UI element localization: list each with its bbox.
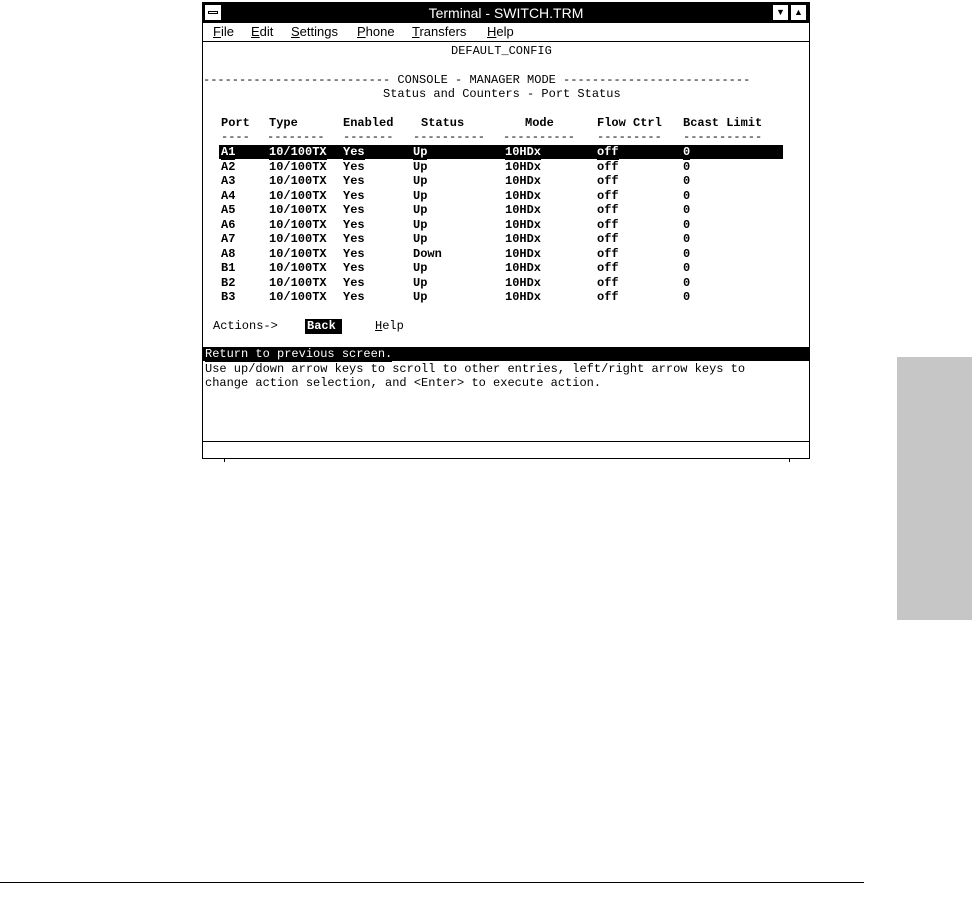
port-cell[interactable]: B3 [221, 290, 236, 304]
column-header: Status [421, 116, 465, 130]
maximize-button[interactable] [790, 4, 807, 21]
port-cell[interactable]: Yes [343, 275, 365, 290]
port-cell[interactable]: 10/100TX [269, 159, 327, 174]
help-action-button[interactable] [375, 319, 404, 334]
port-cell[interactable]: 10/100TX [269, 246, 327, 261]
menu-settings[interactable] [291, 23, 338, 41]
port-cell[interactable]: 10HDx [505, 232, 542, 246]
port-cell[interactable]: 10HDx [505, 290, 542, 304]
port-cell[interactable]: Yes [343, 145, 365, 159]
port-cell[interactable]: 10/100TX [269, 203, 327, 217]
port-cell[interactable]: 10/100TX [269, 188, 327, 203]
port-cell[interactable]: Up [413, 145, 428, 159]
port-cell[interactable]: A2 [221, 159, 236, 174]
menu-transfers-rest: ransfers [419, 24, 467, 39]
column-underline: ---------- [503, 130, 576, 144]
terminal-window [202, 2, 810, 459]
port-cell[interactable]: A7 [221, 232, 236, 246]
port-cell[interactable]: Up [413, 290, 428, 304]
page-bottom-rule [0, 882, 864, 883]
help-action-rest: elp [382, 319, 404, 333]
port-cell[interactable]: off [597, 159, 619, 174]
menu-transfers[interactable] [412, 23, 466, 41]
status-message: Return to previous screen. [205, 347, 393, 361]
port-cell[interactable]: A3 [221, 174, 236, 188]
menu-phone-mnemonic: P [357, 24, 366, 39]
menu-edit[interactable] [251, 23, 273, 41]
port-cell[interactable]: 0 [683, 174, 691, 188]
port-cell[interactable]: 10HDx [505, 188, 542, 203]
column-header: Mode [525, 116, 554, 130]
port-cell[interactable]: off [597, 217, 619, 232]
port-cell[interactable]: off [597, 246, 619, 261]
menu-file[interactable] [213, 23, 234, 41]
port-cell[interactable]: 10HDx [505, 145, 542, 159]
port-cell[interactable]: B2 [221, 275, 236, 290]
port-cell[interactable]: Yes [343, 246, 365, 261]
menu-settings-mnemonic: S [291, 24, 300, 39]
port-cell[interactable]: 0 [683, 246, 691, 261]
window-tick-left [224, 458, 225, 462]
menu-help-mnemonic: H [487, 24, 497, 39]
port-cell[interactable]: 0 [683, 275, 691, 290]
column-underline: ----------- [683, 130, 763, 144]
port-cell[interactable]: Up [413, 232, 428, 246]
port-cell[interactable]: Down [413, 246, 442, 261]
port-cell[interactable]: Up [413, 188, 428, 203]
port-cell[interactable]: 10HDx [505, 174, 542, 188]
port-cell[interactable]: A1 [221, 145, 236, 159]
terminal-screen[interactable] [203, 42, 810, 441]
port-cell[interactable]: A8 [221, 246, 236, 261]
port-cell[interactable]: Yes [343, 232, 365, 246]
screen-title: Status and Counters - Port Status [383, 87, 621, 101]
column-underline: ---------- [413, 130, 486, 144]
mode-line: -------------------------- CONSOLE - MANAGER MODE -------------------------- [203, 73, 751, 87]
terminal-bottom-border [203, 441, 809, 442]
port-cell[interactable]: off [597, 261, 619, 275]
column-header: Enabled [343, 116, 394, 130]
port-cell[interactable]: 0 [683, 159, 691, 174]
port-cell[interactable]: 0 [683, 290, 691, 304]
port-cell[interactable]: Up [413, 159, 428, 174]
port-cell[interactable]: Yes [343, 217, 365, 232]
title-bar[interactable] [203, 3, 809, 23]
port-cell[interactable]: A5 [221, 203, 236, 217]
port-cell[interactable]: 10/100TX [269, 290, 327, 304]
page-side-tab [897, 357, 972, 620]
port-cell[interactable]: 0 [683, 145, 691, 159]
menu-edit-mnemonic: E [251, 24, 260, 39]
port-cell[interactable]: off [597, 174, 619, 188]
port-cell[interactable]: 10/100TX [269, 261, 327, 275]
port-cell[interactable]: Yes [343, 203, 365, 217]
port-cell[interactable]: A4 [221, 188, 236, 203]
port-cell[interactable]: Up [413, 203, 428, 217]
menu-file-rest: ile [220, 24, 234, 39]
port-cell[interactable]: 10HDx [505, 203, 542, 217]
menu-help[interactable] [487, 23, 514, 41]
port-cell[interactable]: 10/100TX [269, 232, 327, 246]
help-action-mnemonic: H [375, 319, 383, 333]
port-cell[interactable]: Yes [343, 174, 365, 188]
menu-bar [203, 23, 809, 42]
window-tick-right [789, 458, 790, 462]
port-cell[interactable]: 0 [683, 188, 691, 203]
port-cell[interactable]: 0 [683, 232, 691, 246]
port-cell[interactable]: A6 [221, 217, 236, 232]
menu-phone[interactable] [357, 23, 395, 41]
menu-transfers-mnemonic: T [412, 24, 420, 39]
port-cell[interactable]: off [597, 290, 619, 304]
port-cell[interactable]: Yes [343, 159, 365, 174]
column-header: Port [221, 116, 250, 130]
port-cell[interactable]: 0 [683, 217, 691, 232]
menu-help-rest: elp [496, 24, 514, 39]
column-underline: ---- [221, 130, 250, 144]
port-cell[interactable]: 0 [683, 261, 691, 275]
column-header: Flow Ctrl [597, 116, 662, 130]
port-cell[interactable]: Up [413, 174, 428, 188]
port-cell[interactable]: off [597, 188, 619, 203]
help-line-2: change action selection, and <Enter> to execute action. [205, 376, 602, 390]
config-name: DEFAULT_CONFIG [451, 44, 552, 58]
port-cell[interactable]: off [597, 232, 619, 246]
port-cell[interactable]: off [597, 203, 619, 217]
port-cell[interactable]: 10/100TX [269, 145, 327, 159]
actions-label: Actions-> [213, 319, 278, 333]
port-cell[interactable]: off [597, 275, 619, 290]
port-cell[interactable]: 10HDx [505, 159, 542, 174]
port-cell[interactable]: 10/100TX [269, 217, 327, 232]
port-cell[interactable]: Yes [343, 188, 365, 203]
port-cell[interactable]: Yes [343, 261, 365, 275]
menu-settings-rest: ettings [299, 24, 338, 39]
port-cell[interactable]: 10HDx [505, 246, 542, 261]
back-action-button[interactable]: Back [305, 319, 342, 334]
chevron-up-icon: ▲ [794, 7, 803, 17]
chevron-down-icon: ▼ [776, 7, 785, 17]
port-cell[interactable]: off [597, 145, 619, 159]
window-title: Terminal - SWITCH.TRM [428, 5, 584, 21]
port-cell[interactable]: Up [413, 275, 428, 290]
column-underline: -------- [267, 130, 325, 144]
port-cell[interactable]: 10HDx [505, 261, 542, 275]
menu-edit-rest: dit [259, 24, 274, 39]
minimize-button[interactable] [772, 4, 789, 21]
port-cell[interactable]: 10/100TX [269, 174, 327, 188]
port-cell[interactable]: 10HDx [505, 275, 542, 290]
port-cell[interactable]: 0 [683, 203, 691, 217]
column-header: Type [269, 116, 298, 130]
port-cell[interactable]: Up [413, 217, 428, 232]
port-cell[interactable]: Yes [343, 290, 365, 304]
port-cell[interactable]: 10HDx [505, 217, 542, 232]
menu-phone-rest: hone [365, 24, 395, 39]
help-line-1: Use up/down arrow keys to scroll to other entries, left/right arrow keys to [205, 362, 746, 376]
port-cell[interactable]: B1 [221, 261, 236, 275]
column-underline: ------- [343, 130, 394, 144]
port-cell[interactable]: Up [413, 261, 428, 275]
column-header: Bcast Limit [683, 116, 763, 130]
port-cell[interactable]: 10/100TX [269, 275, 327, 290]
menu-file-mnemonic: F [213, 24, 221, 39]
column-underline: --------- [597, 130, 662, 144]
